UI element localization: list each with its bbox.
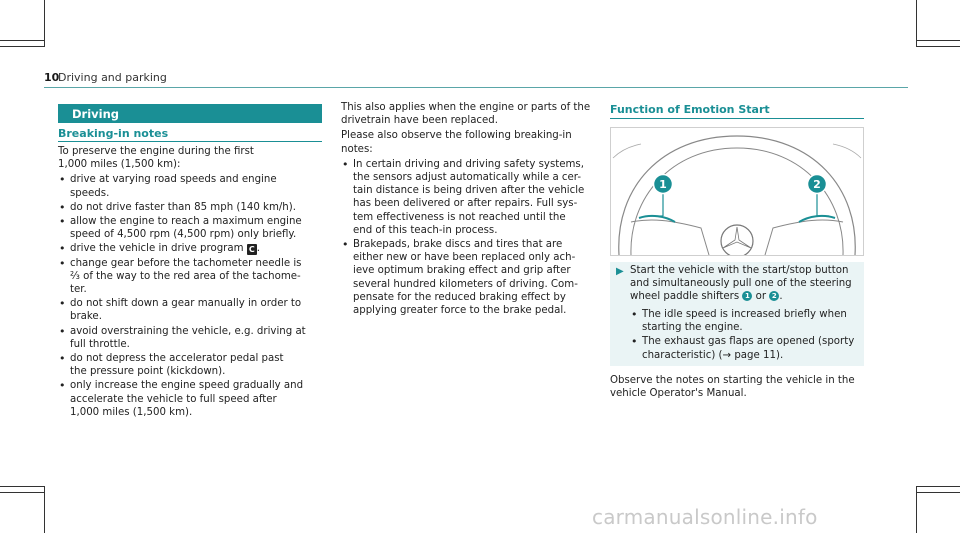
callout-1-inline: 1	[742, 291, 752, 301]
subheading-breaking-in: Breaking-in notes	[58, 127, 169, 140]
list-item: • only increase the engine speed gradually and accelerate the vehicle to full speed after 1,000 miles (1,500 km).	[59, 379, 304, 418]
watermark: carmanualsonline.info	[592, 505, 818, 529]
paragraph: This also applies when the engine or parts of the drivetrain have been replaced.	[341, 102, 591, 127]
step-arrow-icon: ▶	[616, 266, 624, 277]
intro-paragraph: To preserve the engine during the first 1,000 miles (1,500 km):	[58, 146, 254, 171]
crop-mark	[44, 486, 45, 533]
section-title: Driving	[58, 104, 322, 123]
crop-mark	[916, 492, 960, 493]
list-item: • avoid overstraining the vehicle, e.g. driving at full throttle.	[59, 324, 306, 350]
paragraph: Please also observe the following breaking-in notes:	[341, 130, 572, 155]
callout-2-label: 2	[813, 178, 821, 191]
list-item: • drive the vehicle in drive program C .	[59, 242, 261, 256]
instruction-step: Start the vehicle with the start/stop button and simultaneously pull one of the steering wheel paddle shifters 1 or 2 .	[630, 265, 852, 303]
subheading-emotion-start: Function of Emotion Start	[610, 103, 770, 116]
list-item: • do not drive faster than 85 mph (140 km/h).	[59, 200, 296, 214]
crop-mark	[0, 40, 44, 41]
crop-mark	[916, 486, 917, 533]
running-header: Driving and parking	[58, 71, 167, 84]
list-item: • In certain driving and driving safety systems, the sensors adjust automatically while a cer- tain distance is being driven after the vehicle has been delivered or after repairs. Full sys- tem effectiveness is not reached until the end of this teach-in process.	[342, 157, 585, 236]
page-reference-link[interactable]: page 11).	[734, 349, 784, 361]
page-number: 10	[44, 71, 60, 84]
list-item: • do not depress the accelerator pedal past the pressure point (kickdown).	[59, 352, 284, 378]
list-item: • The exhaust gas flaps are opened (sporty characteristic) (→ page 11).	[631, 335, 855, 361]
middle-column	[341, 101, 601, 318]
result-list	[630, 308, 866, 363]
crop-mark	[44, 0, 45, 47]
steering-wheel-figure	[610, 127, 864, 256]
drive-program-c-icon: C	[247, 244, 257, 255]
callout-2-inline: 2	[769, 291, 779, 301]
list-item: • drive at varying road speeds and engine speeds.	[59, 173, 277, 199]
list-item: • do not shift down a gear manually in order to brake.	[59, 297, 302, 323]
left-column	[58, 145, 326, 420]
list-item: • The idle speed is increased briefly when starting the engine.	[631, 308, 847, 334]
subheading-rule	[610, 118, 864, 119]
subheading-rule	[58, 141, 322, 142]
crop-mark	[0, 486, 44, 487]
crop-mark	[0, 46, 44, 47]
notes-list	[341, 158, 601, 317]
list-item: • change gear before the tachometer needle is ⅔ of the way to the red area of the tachome- ter.	[59, 256, 302, 296]
breaking-in-list	[58, 173, 326, 419]
crop-mark	[916, 46, 960, 47]
crop-mark	[0, 492, 44, 493]
callout-1-label: 1	[659, 178, 667, 191]
crop-mark	[916, 486, 960, 487]
steering-wheel-illustration	[611, 128, 863, 255]
cross-reference-arrow-icon: →	[722, 349, 732, 361]
list-item: • allow the engine to reach a maximum engine speed of 4,500 rpm (4,500 rpm) only briefly.	[59, 215, 302, 241]
note-paragraph: Observe the notes on starting the vehicle in the vehicle Operator's Manual.	[610, 375, 855, 400]
list-item: • Brakepads, brake discs and tires that are either new or have been replaced only ach- ieve optimum braking effect and grip after several hundred kilometers of driving. Com- pensate for the reduced braking effect by applying greater force to the brake pedal.	[342, 238, 578, 317]
header-rule	[44, 87, 908, 88]
crop-mark	[916, 40, 960, 41]
